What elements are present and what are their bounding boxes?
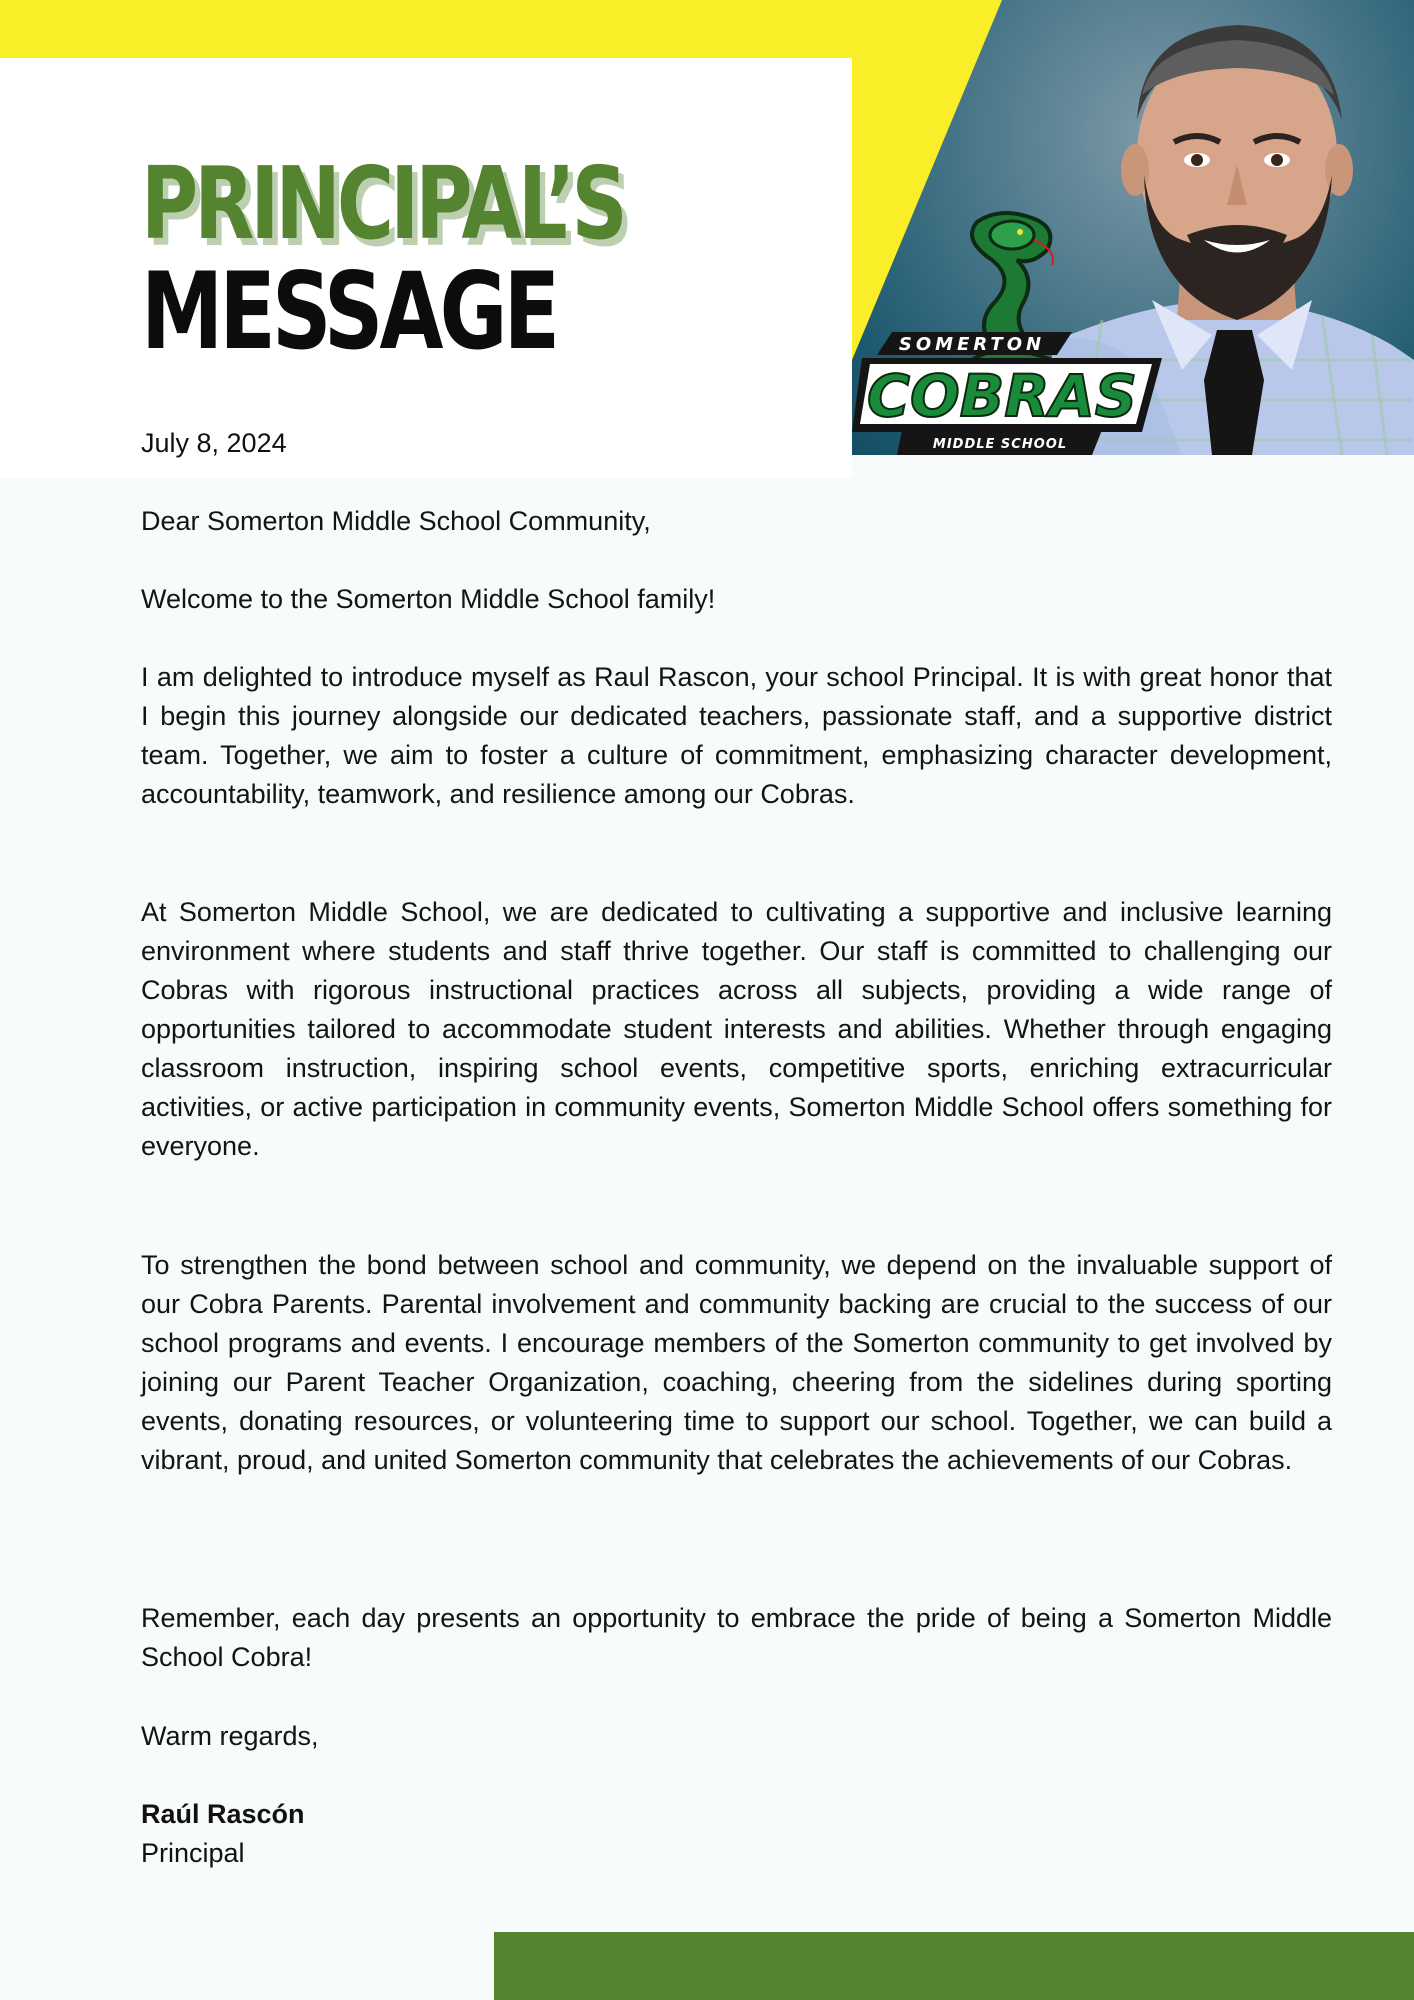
- paragraph-2-text: At Somerton Middle School, we are dedicated to cultivating a supportive and inclusive learning environment where students and staff thrive together. Our staff is committed to challenging our Cobras with rigorous instructional practices across all subjects, providing a wide range of opportunities tailored to accommodate student interests and abilities. Whether through engaging classroom instruction, inspiring school events, competitive sports, enriching extracurricular activities, or active participation in community events, Somerton Middle School offers something for everyone.: [141, 897, 1332, 1161]
- school-logo: [852, 210, 1172, 455]
- letter-welcome: [141, 580, 1332, 619]
- logo-top-text: SOMERTON: [898, 334, 1046, 355]
- paragraph-1-text: I am delighted to introduce myself as Raul Rascon, your school Principal. It is with great honor that I begin this journey alongside our dedicated teachers, passionate staff, and a supportive district team. Together, we aim to foster a culture of commitment, emphasizing character development, accountability, teamwork, and resilience among our Cobras.: [141, 662, 1332, 809]
- letter-paragraph-1: [141, 658, 1332, 814]
- letter-closing: [141, 1717, 1332, 1756]
- logo-bottom-text: MIDDLE SCHOOL: [932, 437, 1068, 452]
- salutation-text: Dear Somerton Middle School Community,: [141, 506, 651, 536]
- letter-date: July 8, 2024: [141, 428, 287, 458]
- letter-paragraph-4: [141, 1599, 1332, 1677]
- letter-paragraph-3: [141, 1246, 1332, 1480]
- paragraph-3-text: To strengthen the bond between school and community, we depend on the invaluable support of our Cobra Parents. Parental involvement and community backing are crucial to the success of our school programs and events. I encourage members of the Somerton community to get involved by joining our Parent Teacher Organization, coaching, cheering from the sidelines during sporting events, donating resources, or volunteering time to support our school. Together, we can build a vibrant, proud, and united Somerton community that celebrates the achievements of our Cobras.: [141, 1250, 1332, 1475]
- title-line-principals: PRINCIPAL’S: [141, 145, 624, 262]
- letter-paragraph-2: [141, 893, 1332, 1166]
- bottom-accent-bar: [494, 1932, 1414, 2000]
- title-line-message: MESSAGE: [141, 250, 557, 373]
- logo-main-text: COBRAS: [867, 362, 1137, 430]
- signature-name: Raúl Rascón: [141, 1799, 305, 1829]
- page-title: [141, 145, 760, 373]
- paragraph-4-text: Remember, each day presents an opportunity to embrace the pride of being a Somerton Middle School Cobra!: [141, 1603, 1332, 1672]
- welcome-text: Welcome to the Somerton Middle School family!: [141, 584, 716, 614]
- closing-text: Warm regards,: [141, 1721, 319, 1751]
- letter-salutation: [141, 502, 1332, 541]
- signature-title: Principal: [141, 1838, 245, 1868]
